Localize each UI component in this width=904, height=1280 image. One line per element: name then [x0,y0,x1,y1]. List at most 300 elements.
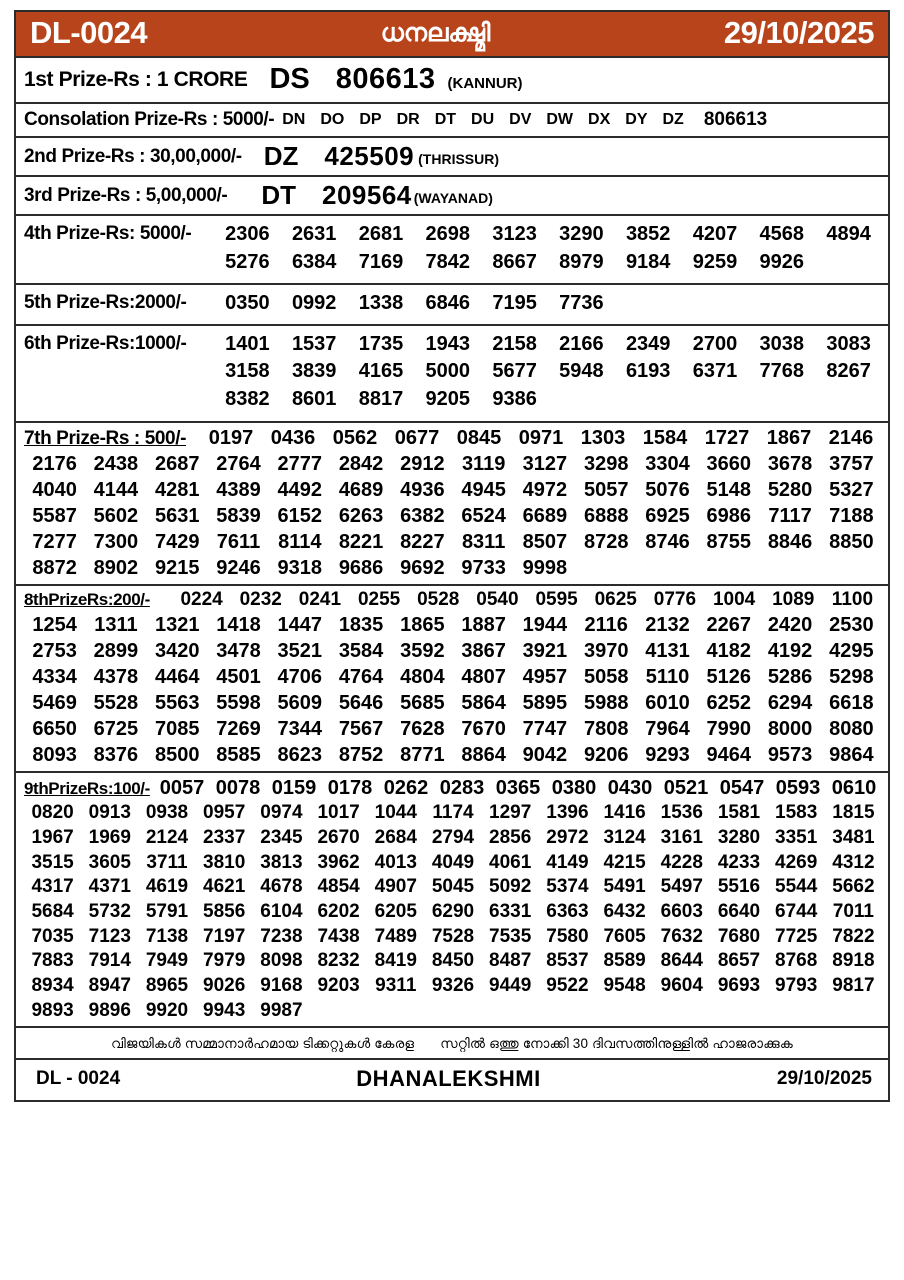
prize-number: 7883 [31,950,74,972]
prize-number: 7949 [145,950,189,972]
second-prize-label: 2nd Prize-Rs : 30,00,000/- [24,145,242,167]
prize-number: 8979 [559,250,604,273]
prize-number: 8500 [154,744,200,767]
prize-number: 4894 [826,223,871,245]
prize-number: 9920 [145,999,189,1021]
prize-number: 4165 [358,360,404,383]
prize-number: 3852 [625,223,671,245]
first-prize-series: DS [269,63,310,95]
prize-number: 4371 [88,876,131,898]
prize-number: 0610 [831,777,877,800]
prize-number: 7438 [317,925,360,947]
prize-number: 1815 [832,802,875,824]
prize-number: 4621 [203,876,246,898]
prize-number: 2158 [492,332,537,355]
prize-number: 2176 [32,452,77,475]
prize-number: 7736 [559,292,604,315]
prize-number: 3158 [225,360,270,383]
ninth-prize-block [16,773,888,1028]
prize-number: 6152 [277,504,323,527]
prize-number: 8507 [522,530,568,553]
prize-number: 7605 [603,925,646,947]
prize-number: 2842 [338,452,384,475]
prize-number: 5148 [706,478,752,501]
prize-number: 1536 [660,802,703,824]
prize-number: 7188 [829,504,874,527]
prize-number: 4807 [461,666,506,689]
prize-number: 1321 [154,614,200,637]
result-header [16,12,888,58]
header-draw-date: 29/10/2025 [723,15,874,50]
prize-number: 4334 [32,666,77,689]
prize-number: 1396 [546,802,589,824]
prize-number: 0178 [327,777,373,800]
prize-number: 9692 [400,556,445,579]
prize-number: 0776 [653,588,697,610]
prize-number: 0562 [332,426,378,449]
consolation-series-code: DV [509,110,532,128]
prize-number: 8667 [492,250,537,273]
prize-number: 1338 [358,292,404,315]
ninth-prize-first-line [24,775,882,801]
prize-number: 4281 [154,478,200,501]
prize-number: 0436 [270,426,316,449]
prize-number: 7277 [32,530,77,553]
first-prize-place: (KANNUR) [447,75,523,92]
prize-number: 5791 [145,901,189,922]
prize-number: 1416 [603,802,646,824]
prize-number: 5374 [546,876,589,898]
prize-number: 5839 [216,504,261,527]
consolation-series-code: DY [625,110,648,128]
prize-number: 4182 [706,640,752,663]
prize-number: 7169 [358,250,404,273]
lottery-result-sheet [14,10,890,1102]
prize-number: 9386 [492,387,537,410]
prize-number: 8934 [31,975,74,997]
prize-number: 2267 [706,614,752,637]
prize-number: 7979 [203,950,246,972]
prize-number: 4464 [154,666,200,689]
prize-number: 5864 [461,692,506,715]
prize-number: 4501 [216,666,261,689]
prize-number: 7535 [489,925,532,947]
prize-number: 8382 [225,387,270,410]
prize-number: 9168 [260,975,303,997]
prize-number: 6432 [603,901,646,922]
prize-number: 4945 [461,478,506,501]
consolation-series-code: DX [588,110,611,128]
prize-number: 0974 [260,802,303,824]
consolation-series-code: DU [471,110,495,128]
prize-number: 5469 [32,692,77,715]
prize-number: 2438 [93,452,139,475]
seventh-prize-first-row [200,425,882,451]
prize-number: 3290 [559,223,604,245]
prize-number: 7822 [832,925,875,947]
prize-number: 4049 [431,851,475,873]
prize-number: 8000 [767,718,813,741]
seventh-prize-first-line [24,425,882,451]
prize-number: 9184 [625,250,671,273]
prize-number: 7117 [768,504,812,527]
prize-number: 3813 [260,851,303,873]
prize-number: 5609 [277,692,323,715]
prize-number: 0845 [456,426,502,449]
prize-number: 5058 [583,666,629,689]
prize-number: 4040 [32,478,77,501]
prize-number: 6888 [583,504,629,527]
prize-number: 6689 [522,504,568,527]
prize-number: 8589 [603,950,646,972]
consolation-series-code: DN [282,110,306,128]
prize-number: 4678 [260,876,303,898]
prize-number: 1969 [88,826,131,848]
prize-number: 9693 [717,975,761,997]
prize-number: 7725 [775,925,818,947]
prize-number: 2306 [225,223,270,245]
prize-number: 0938 [145,802,189,824]
third-prize-number: 209564 [322,180,412,210]
prize-number: 5602 [93,504,139,527]
header-lottery-title: ധനലക്ഷ്മി [380,18,491,47]
prize-number: 7632 [660,925,703,947]
prize-number: 7528 [431,925,475,947]
prize-number: 5598 [216,692,261,715]
result-footer [16,1060,888,1100]
ninth-prize-numbers [24,801,882,1023]
prize-number: 3810 [203,851,246,873]
prize-number: 8487 [489,950,532,972]
prize-number: 8093 [32,744,77,767]
prize-number: 6846 [425,292,471,315]
prize-number: 8585 [216,744,261,767]
fifth-prize-label: 5th Prize-Rs:2000/- [24,292,187,314]
prize-number: 1943 [425,332,471,355]
prize-number: 7344 [277,718,323,741]
footer-lottery-code: DL - 0024 [36,1068,121,1090]
prize-number: 5497 [660,876,703,898]
prize-number: 1967 [31,826,74,848]
prize-number: 8080 [829,718,874,741]
prize-number: 9686 [338,556,384,579]
prize-number: 8657 [717,950,761,972]
prize-number: 4378 [93,666,139,689]
seventh-prize-block [16,423,888,586]
prize-number: 6263 [338,504,384,527]
prize-number: 1835 [338,614,384,637]
prize-number: 1418 [216,614,261,637]
prize-number: 0540 [476,588,519,610]
prize-number: 8965 [145,975,189,997]
prize-number: 8864 [461,744,506,767]
prize-number: 4804 [400,666,445,689]
prize-number: 3678 [767,452,813,475]
prize-number: 4317 [31,876,74,898]
prize-number: 5856 [203,901,246,922]
prize-number: 4192 [767,640,813,663]
prize-number: 7429 [154,530,200,553]
prize-number: 3839 [291,360,337,383]
prize-number: 8537 [546,950,589,972]
prize-number: 6371 [692,360,738,383]
prize-number: 3711 [146,851,188,873]
prize-number: 4312 [832,851,875,873]
prize-number: 2337 [203,826,246,848]
prize-number: 8947 [88,975,131,997]
prize-number: 8918 [832,950,875,972]
prize-number: 7768 [759,360,805,383]
prize-number: 2345 [260,826,303,848]
consolation-prize-row [16,104,888,138]
prize-number: 5685 [400,692,445,715]
prize-number: 7123 [88,925,131,947]
prize-number: 9246 [216,556,261,579]
prize-number: 7138 [145,925,189,947]
prize-number: 2777 [277,452,323,475]
prize-number: 0625 [594,588,637,610]
prize-number: 7670 [461,718,506,741]
prize-number: 5646 [338,692,384,715]
prize-number: 0283 [439,777,485,800]
prize-number: 1044 [374,802,417,824]
prize-number: 7567 [338,718,384,741]
prize-number: 3083 [826,332,871,355]
third-prize-row [16,177,888,216]
prize-number: 6986 [706,504,752,527]
prize-number: 3757 [829,452,874,475]
prize-number: 0971 [518,426,564,449]
prize-number: 0430 [607,777,653,800]
prize-number: 3119 [461,452,506,475]
prize-number: 9464 [706,744,752,767]
prize-number: 1887 [461,614,506,637]
prize-number: 5587 [32,504,77,527]
claim-note-part2: സറ്റിൽ ഒത്തു നോക്കി 30 ദിവസത്തിനുള്ളിൽ ഹാജരാക്കുക [440,1036,793,1052]
prize-number: 0593 [775,777,821,800]
prize-number: 1581 [717,802,761,824]
prize-number: 1727 [704,426,750,449]
prize-number: 4215 [603,851,646,873]
prize-number: 9548 [603,975,646,997]
prize-number: 9987 [260,999,303,1021]
prize-number: 0547 [719,777,765,800]
prize-number: 2794 [431,826,475,848]
prize-number: 9522 [546,975,589,997]
prize-number: 6640 [717,901,761,922]
fourth-prize-row [16,216,888,285]
prize-number: 6384 [291,250,337,273]
prize-number: 2698 [425,223,471,245]
prize-number: 5126 [706,666,752,689]
eighth-prize-label: 8thPrizeRs:200/- [24,589,150,609]
prize-number: 2530 [829,614,874,637]
prize-number: 9311 [375,975,417,997]
prize-number: 4854 [317,876,360,898]
prize-number: 0197 [208,426,254,449]
prize-number: 5528 [93,692,139,715]
prize-number: 0232 [239,588,282,610]
consolation-series-code: DR [396,110,420,128]
consolation-series-code: DW [546,110,574,128]
prize-number: 8728 [583,530,629,553]
prize-number: 3127 [522,452,568,475]
prize-number: 1865 [400,614,445,637]
prize-number: 9215 [154,556,200,579]
prize-number: 4149 [546,851,589,873]
prize-number: 0350 [225,292,270,315]
prize-number: 0913 [88,802,131,824]
prize-number: 9205 [425,387,471,410]
prize-number: 0528 [417,588,460,610]
prize-number: 8768 [775,950,818,972]
prize-number: 8376 [93,744,139,767]
prize-number: 5280 [767,478,813,501]
prize-number: 4492 [277,478,323,501]
footer-draw-date: 29/10/2025 [776,1068,872,1090]
prize-number: 2972 [546,826,589,848]
prize-number: 4233 [717,851,761,873]
prize-number: 9042 [522,744,568,767]
prize-number: 6744 [775,901,818,922]
prize-number: 9604 [660,975,703,997]
prize-number: 9449 [489,975,532,997]
prize-number: 3584 [338,640,384,663]
prize-number: 2899 [93,640,139,663]
consolation-number: 806613 [703,108,768,130]
prize-number: 8267 [826,360,871,383]
claim-note-part1: വിജയികൾ സമ്മാനാർഹമായ ടിക്കറ്റുകൾ കേരള [111,1036,415,1052]
prize-number: 2764 [216,452,261,475]
third-prize-series: DT [261,180,296,210]
prize-number: 5327 [829,478,874,501]
prize-number: 1297 [489,802,532,824]
fifth-prize-numbers [214,291,882,317]
prize-number: 6290 [431,901,475,922]
prize-number: 0820 [31,802,74,824]
header-lottery-code: DL-0024 [30,15,148,50]
sixth-prize-numbers [214,332,882,413]
prize-number: 3660 [706,452,752,475]
prize-number: 4295 [829,640,874,663]
prize-number: 9293 [645,744,690,767]
prize-number: 8623 [277,744,323,767]
prize-number: 2681 [358,223,404,245]
prize-number: 0992 [291,292,337,315]
prize-number: 5057 [583,478,629,501]
prize-number: 5286 [767,666,813,689]
prize-number: 2684 [374,826,417,848]
prize-number: 5544 [775,876,818,898]
prize-number: 7300 [93,530,139,553]
prize-number: 7842 [425,250,471,273]
prize-number: 4957 [522,666,568,689]
prize-number: 4568 [759,223,805,245]
prize-number: 7195 [492,292,537,315]
prize-number: 1174 [432,802,474,824]
prize-number: 6603 [660,901,703,922]
prize-number: 8850 [829,530,874,553]
prize-number: 9318 [277,556,323,579]
consolation-series-code: DO [320,110,345,128]
prize-number: 8601 [291,387,337,410]
prize-number: 2116 [584,614,628,637]
consolation-series-code: DZ [662,110,684,128]
prize-number: 5988 [583,692,629,715]
eighth-prize-block [16,586,888,774]
prize-number: 0521 [663,777,709,800]
first-prize-label: 1st Prize-Rs : 1 CRORE [24,68,248,91]
prize-number: 7964 [645,718,690,741]
prize-number: 7035 [31,925,74,947]
prize-number: 5110 [645,666,690,689]
prize-number: 8221 [338,530,384,553]
prize-number: 7914 [88,950,131,972]
prize-number: 0255 [357,588,401,610]
seventh-prize-numbers [24,451,882,581]
prize-number: 3280 [717,826,761,848]
prize-number: 5684 [31,901,74,922]
prize-number: 5276 [225,250,270,273]
prize-number: 2631 [291,223,337,245]
prize-number: 2912 [400,452,445,475]
prize-number: 8114 [278,530,322,553]
prize-number: 3592 [400,640,445,663]
prize-number: 3038 [759,332,805,355]
seventh-prize-label: 7th Prize-Rs : 500/- [24,427,186,449]
prize-number: 8771 [400,744,445,767]
prize-number: 4389 [216,478,261,501]
ninth-prize-label: 9thPrizeRs:100/- [24,779,150,799]
prize-number: 9026 [203,975,246,997]
prize-number: 0677 [394,426,440,449]
prize-number: 2687 [154,452,200,475]
prize-number: 3123 [492,223,537,245]
prize-number: 9203 [317,975,360,997]
prize-number: 6104 [260,901,303,922]
prize-number: 4907 [374,876,417,898]
second-prize-number: 425509 [324,141,415,171]
prize-number: 0262 [383,777,429,800]
prize-number: 1583 [775,802,818,824]
prize-number: 1944 [522,614,568,637]
prize-number: 1447 [277,614,323,637]
prize-number: 6618 [829,692,874,715]
prize-number: 5732 [88,901,131,922]
prize-number: 7489 [374,925,417,947]
prize-number: 0078 [215,777,261,800]
third-prize-place: (WAYANAD) [413,190,493,206]
prize-number: 9893 [31,999,74,1021]
prize-number: 3304 [645,452,690,475]
prize-number: 1735 [358,332,404,355]
prize-number: 3921 [522,640,568,663]
prize-number: 6252 [706,692,752,715]
prize-number: 3420 [154,640,200,663]
prize-number: 2146 [828,426,874,449]
prize-number: 9998 [522,556,568,579]
prize-number: 4131 [645,640,690,663]
prize-number: 9943 [203,999,246,1021]
prize-number: 2124 [145,826,189,848]
prize-number: 7197 [203,925,246,947]
prize-number: 7808 [583,718,629,741]
first-prize-number: 806613 [335,63,436,95]
prize-number: 6650 [32,718,77,741]
prize-number: 0595 [535,588,578,610]
prize-number: 9817 [832,975,875,997]
prize-number: 6010 [645,692,690,715]
